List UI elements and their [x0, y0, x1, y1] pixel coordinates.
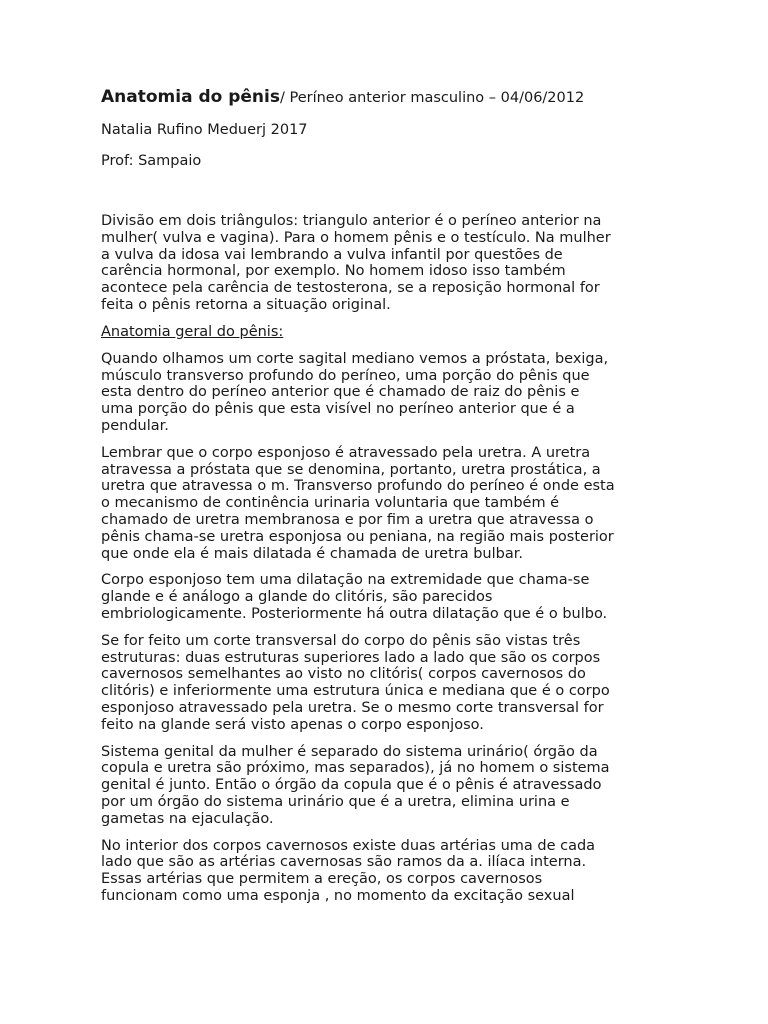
text-line: Divisão em dois triângulos: triangulo anterior é o períneo anterior na: [101, 213, 602, 229]
text-line: a vulva da idosa vai lembrando a vulva infantil por questões de: [101, 246, 563, 263]
paragraph-sagittal-cut: [101, 351, 653, 435]
document-title: Anatomia do pênis: [101, 87, 280, 107]
text-line: lado que são as artérias cavernosas são ramos da a. ilíaca interna.: [101, 854, 587, 871]
text-line: atravessa a próstata que se denomina, portanto, uretra prostática, a: [101, 461, 601, 478]
paragraph-genital-system: [101, 744, 653, 828]
text-line: clitóris) e inferiormente uma estrutura única e mediana que é o corpo: [101, 683, 610, 700]
text-line: feita o pênis retorna a situação original.: [101, 296, 391, 313]
text-line: embriologicamente. Posteriormente há outra dilatação que é o bulbo.: [101, 605, 608, 622]
text-line: estruturas: duas estruturas superiores lado a lado que são os corpos: [101, 649, 601, 666]
text-line: acontece pela carência de testosterona, se a reposição hormonal for: [101, 280, 600, 297]
text-line: Corpo esponjoso tem uma dilatação na extremidade que chama-se: [101, 572, 590, 589]
document-subtitle: / Períneo anterior masculino – 04/06/2012: [279, 90, 585, 106]
text-line: uma porção do pênis que esta visível no períneo anterior que é a: [101, 401, 575, 418]
text-line: gametas na ejaculação.: [101, 810, 274, 827]
document-title-line: [101, 86, 653, 109]
paragraph-transverse-cut: [101, 633, 653, 734]
text-line: por um órgão do sistema urinário que é a uretra, elimina urina e: [101, 793, 570, 810]
paragraph-urethra: [101, 445, 653, 563]
section-heading: Anatomia geral do pênis:: [101, 323, 284, 340]
text-line: feito na glande será visto apenas o corpo esponjoso.: [101, 716, 484, 733]
text-line: No interior dos corpos cavernosos existe duas artérias uma de cada: [101, 837, 596, 854]
text-line: copula e uretra são próximo, mas separados), já no homem o sistema: [101, 760, 610, 777]
text-line: carência hormonal, por exemplo. No homem idoso isso também: [101, 263, 566, 280]
paragraph-corpus-spongiosum: [101, 572, 653, 622]
text-line: glande e é análogo a glande do clitóris, são parecidos: [101, 589, 493, 606]
text-line: esponjoso atravessado pela uretra. Se o mesmo corte transversal for: [101, 699, 604, 716]
text-line: genital é junto. Então o órgão da copula que é o pênis é atravessado: [101, 777, 602, 794]
text-line: Se for feito um corte transversal do corpo do pênis são vistas três: [101, 632, 581, 649]
professor-line: Prof: Sampaio: [101, 153, 202, 169]
text-line: que onde ela é mais dilatada é chamada de uretra bulbar.: [101, 545, 523, 562]
text-line: mulher( vulva e vagina). Para o homem pênis e o testículo. Na mulher: [101, 229, 611, 246]
document-page: [101, 86, 653, 915]
text-line: uretra que atravessa o m. Transverso profundo do períneo é onde esta: [101, 478, 615, 495]
text-line: chamado de uretra membranosa e por fim a uretra que atravessa o: [101, 511, 594, 528]
author-line: Natalia Rufino Meduerj 2017: [101, 122, 308, 138]
text-line: pendular.: [101, 417, 169, 434]
text-line: esta dentro do períneo anterior que é chamado de raiz do pênis e: [101, 384, 580, 401]
text-line: Essas artérias que permitem a ereção, os corpos cavernosos: [101, 871, 543, 888]
text-line: cavernosos semelhantes ao visto no clitóris( corpos cavernosos do: [101, 666, 586, 683]
text-line: músculo transverso profundo do períneo, uma porção do pênis que: [101, 367, 590, 384]
paragraph-intro: [101, 213, 653, 314]
text-line: Sistema genital da mulher é separado do sistema urinário( órgão da: [101, 743, 598, 760]
paragraph-cavernous-arteries: [101, 838, 653, 905]
text-line: funcionam como uma esponja , no momento da excitação sexual: [101, 887, 575, 904]
blank-space: [101, 183, 653, 213]
text-line: Quando olhamos um corte sagital mediano vemos a próstata, bexiga,: [101, 350, 609, 367]
text-line: pênis chama-se uretra esponjosa ou peniana, na região mais posterior: [101, 528, 614, 545]
text-line: o mecanismo de continência urinaria voluntaria que também é: [101, 495, 560, 512]
text-line: Lembrar que o corpo esponjoso é atravessado pela uretra. A uretra: [101, 444, 591, 461]
